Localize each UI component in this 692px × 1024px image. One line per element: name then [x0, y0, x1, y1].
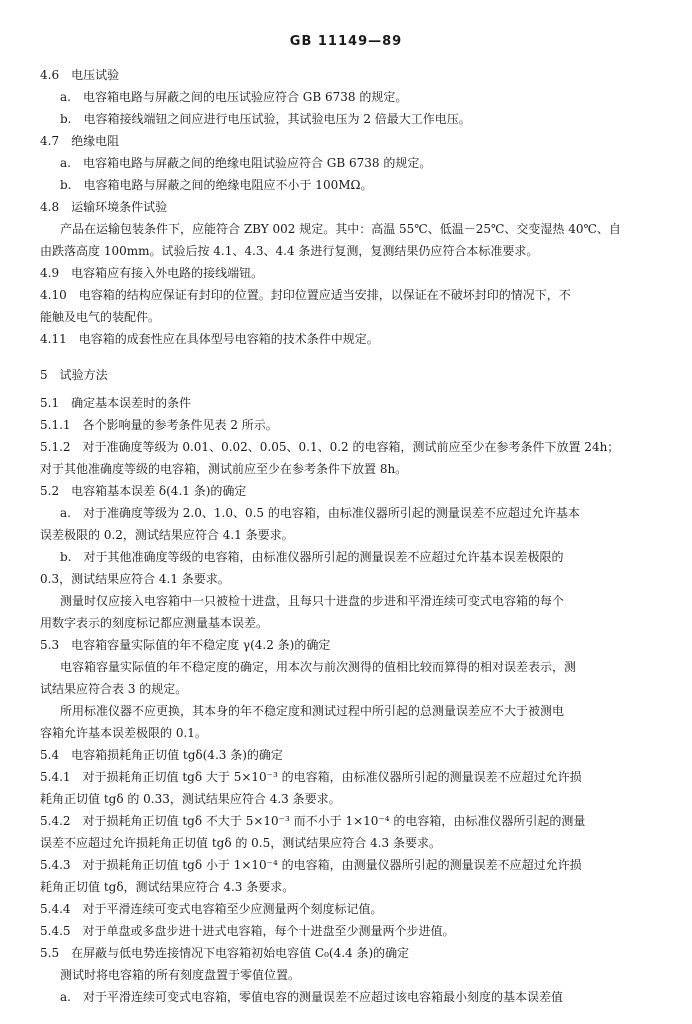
text-line: 对于其他准确度等级的电容箱，测试前应至少在参考条件下放置 8h。 [40, 462, 408, 476]
text-line: 4.10 电容箱的结构应保证有封印的位置。封印位置应适当安排，以保证在不破坏封印的情况下，不 [40, 288, 571, 302]
text-line: 5 试验方法 [40, 368, 108, 382]
text-line: 5.1 确定基本误差时的条件 [40, 396, 192, 410]
text-line: 0.3，测试结果应符合 4.1 条要求。 [40, 572, 230, 586]
text-line: 5.2 电容箱基本误差 δ(4.1 条)的确定 [40, 484, 247, 498]
text-line: 5.4.2 对于损耗角正切值 tgδ 不大于 5×10⁻³ 而不小于 1×10⁻⁴ 的电容箱，由标准仪器所引起的测量 [40, 814, 586, 828]
text-line: 5.4 电容箱损耗角正切值 tgδ(4.3 条)的确定 [40, 748, 283, 762]
text-line: 误差不应超过允许损耗角正切值 tgδ 的 0.5，测试结果应符合 4.3 条要求。 [40, 836, 441, 850]
text-line: 能触及电气的装配件。 [40, 310, 161, 324]
text-line: 4.11 电容箱的成套性应在具体型号电容箱的技术条件中规定。 [40, 332, 379, 346]
text-line: a. 对于平滑连续可变式电容箱，零值电容的测量误差不应超过该电容箱最小刻度的基本误差值 [60, 990, 563, 1004]
text-line: a. 电容箱电路与屏蔽之间的绝缘电阻试验应符合 GB 6738 的规定。 [60, 156, 432, 170]
text-line: 用数字表示的刻度标记都应测量基本误差。 [40, 616, 269, 630]
document-body [40, 64, 672, 1008]
text-line: 误差极限的 0.2，测试结果应符合 4.1 条要求。 [40, 528, 294, 542]
text-line: 5.3 电容箱容量实际值的年不稳定度 γ(4.2 条)的确定 [40, 638, 331, 652]
text-line: 5.4.1 对于损耗角正切值 tgδ 大于 5×10⁻³ 的电容箱，由标准仪器所引起的测量误差不应超过允许损 [40, 770, 582, 784]
text-line: 耗角正切值 tgδ 的 0.33，测试结果应符合 4.3 条要求。 [40, 792, 341, 806]
text-line: 4.9 电容箱应有接入外电路的接线端钮。 [40, 266, 264, 280]
text-line: 5.4.5 对于单盘或多盘步进十进式电容箱，每个十进盘至少测量两个步进值。 [40, 924, 455, 938]
text-line: 5.4.3 对于损耗角正切值 tgδ 小于 1×10⁻⁴ 的电容箱，由测量仪器所引起的测量误差不应超过允许损 [40, 858, 582, 872]
text-line: 容箱允许基本误差极限的 0.1。 [40, 726, 207, 740]
text-line: 4.6 电压试验 [40, 68, 120, 82]
spacer [40, 350, 672, 364]
text-line: 产品在运输包装条件下，应能符合 ZBY 002 规定。其中：高温 55℃、低温－25℃、交变湿热 40℃、自 [60, 222, 621, 236]
text-line: 5.1.1 各个影响量的参考条件见表 2 所示。 [40, 418, 278, 432]
text-line: 4.7 绝缘电阻 [40, 134, 120, 148]
text-line: 由跌落高度 100mm。试验后按 4.1、4.3、4.4 条进行复测，复测结果仍应符合本标准要求。 [40, 244, 539, 258]
text-line: 所用标准仪器不应更换，其本身的年不稳定度和测试过程中所引起的总测量误差应不大于被测电 [60, 704, 565, 718]
text-line: 试结果应符合表 3 的规定。 [40, 682, 188, 696]
text-line: a. 对于准确度等级为 2.0、1.0、0.5 的电容箱，由标准仪器所引起的测量误差不应超过允许基本 [60, 506, 580, 520]
text-line: a. 电容箱电路与屏蔽之间的电压试验应符合 GB 6738 的规定。 [60, 90, 408, 104]
text-line: 测试时将电容箱的所有刻度盘置于零值位置。 [60, 968, 301, 982]
text-line: 5.5 在屏蔽与低电势连接情况下电容箱初始电容值 C₀(4.4 条)的确定 [40, 946, 410, 960]
text-line: 5.1.2 对于准确度等级为 0.01、0.02、0.05、0.1、0.2 的电容箱，测试前应至少在参考条件下放置 24h； [40, 440, 620, 454]
text-line: b. 对于其他准确度等级的电容箱，由标准仪器所引起的测量误差不应超过允许基本误差极限的 [60, 550, 564, 564]
text-line: b. 电容箱接线端钮之间应进行电压试验，其试验电压为 2 倍最大工作电压。 [60, 112, 471, 126]
text-line: 耗角正切值 tgδ，测试结果应符合 4.3 条要求。 [40, 880, 295, 894]
text-line: b. 电容箱电路与屏蔽之间的绝缘电阻应不小于 100MΩ。 [60, 178, 373, 192]
text-line: 测量时仅应接入电容箱中一只被检十进盘，且每只十进盘的步进和平滑连续可变式电容箱的每个 [60, 594, 565, 608]
text-line: 电容箱容量实际值的年不稳定度的确定，用本次与前次测得的值相比较而算得的相对误差表示，测 [60, 660, 577, 674]
text-line: 5.4.4 对于平滑连续可变式电容箱至少应测量两个刻度标记值。 [40, 902, 383, 916]
text-line: 4.8 运输环境条件试验 [40, 200, 168, 214]
page-header: GB 11149—89 [289, 34, 403, 49]
